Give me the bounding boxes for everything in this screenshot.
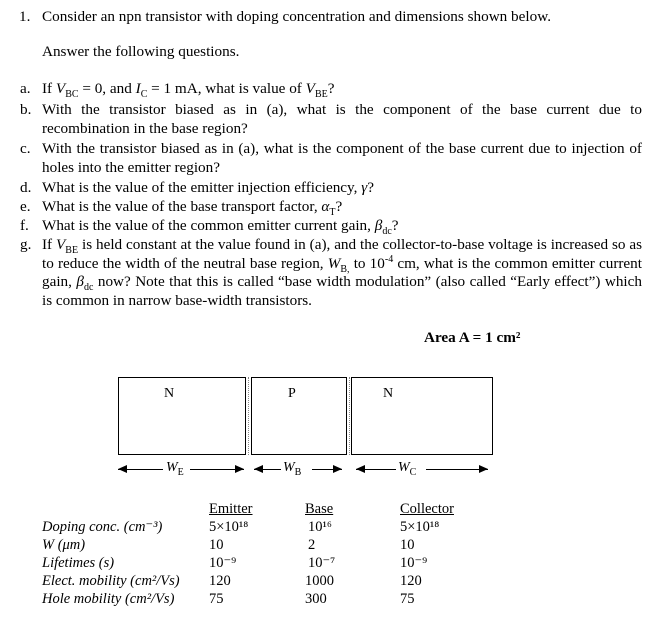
table-cell: 10 <box>209 537 224 553</box>
part-b-text: With the transistor biased as in (a), what is the component of the base current due to recombination in the base region? <box>42 101 642 137</box>
wc-arrow-right <box>426 469 488 470</box>
part-g-text: If $V_{BE}$ is held constant at the value found in (a), and the collector-to-base voltage is increased so as to reduce the width of the neutral base region, $W_{B,}$ to $10^{-4}$ cm, what is the common emitter current gain, $\beta_{dc}$ now? Note that this is called “base width modulation” (also called “Early effect”) which is common in narrow base-width transistors. <box>42 236 642 309</box>
table-cell: 10⁻⁷ <box>308 555 336 571</box>
base-collector-junction <box>349 377 350 455</box>
table-cell: 1000 <box>305 573 334 589</box>
part-f-label: f. <box>20 217 29 234</box>
table-cell: 10⁻⁹ <box>209 555 237 571</box>
width-collector-label: $W_C$ <box>398 460 417 478</box>
table-row-label: Doping conc. (cm⁻³) <box>42 519 163 535</box>
part-c-text: With the transistor biased as in (a), what is the component of the base current due to injection of holes into the emitter region? <box>42 140 642 176</box>
table-row-label: W (μm) <box>42 537 86 553</box>
width-base-label: $W_B$ <box>283 460 302 478</box>
question-instruction: Answer the following questions. <box>42 43 240 60</box>
table-row-label: Lifetimes (s) <box>42 555 115 571</box>
table-header-collector: Collector <box>400 501 454 517</box>
question-intro: Consider an npn transistor with doping concentration and dimensions shown below. <box>42 8 551 25</box>
table-cell: 10¹⁶ <box>308 519 332 535</box>
table-row-label: Hole mobility (cm²/Vs) <box>42 591 175 607</box>
emitter-base-junction <box>248 377 249 455</box>
wb-arrow-right <box>312 469 342 470</box>
we-arrow-left <box>118 469 163 470</box>
table-cell: 10 <box>400 537 415 553</box>
part-a-text: If $V_{BC} = 0$, and $I_C = 1$ mA, what is value of $V_{BE}$? <box>42 80 335 101</box>
question-number: 1. <box>19 8 31 25</box>
part-d-label: d. <box>20 179 32 196</box>
part-e-text: What is the value of the base transport factor, $\alpha_T$? <box>42 198 343 219</box>
table-cell: 300 <box>305 591 327 607</box>
table-cell: 75 <box>400 591 415 607</box>
table-cell: 2 <box>308 537 316 553</box>
part-b-label: b. <box>20 101 32 118</box>
table-row-label: Elect. mobility (cm²/Vs) <box>42 573 180 589</box>
width-emitter-label: $W_E$ <box>166 460 184 478</box>
collector-region <box>351 377 493 455</box>
we-arrow-right <box>190 469 244 470</box>
part-g-label: g. <box>20 236 32 253</box>
table-cell: 5×10¹⁸ <box>209 519 249 535</box>
base-type-label: P <box>288 386 296 401</box>
area-label: Area A = 1 cm² <box>424 329 521 346</box>
part-c-label: c. <box>20 140 31 157</box>
wb-arrow-left <box>254 469 281 470</box>
table-header-base: Base <box>305 501 334 517</box>
part-d-text: What is the value of the emitter injection efficiency, γ? <box>42 179 374 196</box>
collector-type-label: N <box>383 386 394 401</box>
table-cell: 10⁻⁹ <box>400 555 428 571</box>
wc-arrow-left <box>356 469 396 470</box>
emitter-type-label: N <box>164 386 175 401</box>
part-e-label: e. <box>20 198 31 215</box>
part-a-label: a. <box>20 80 31 97</box>
table-cell: 5×10¹⁸ <box>400 519 440 535</box>
base-region <box>251 377 347 455</box>
part-f-text: What is the value of the common emitter current gain, $\beta_{dc}$? <box>42 217 399 238</box>
table-cell: 75 <box>209 591 224 607</box>
table-cell: 120 <box>400 573 422 589</box>
table-cell: 120 <box>209 573 231 589</box>
emitter-region <box>118 377 246 455</box>
table-header-emitter: Emitter <box>209 501 253 517</box>
